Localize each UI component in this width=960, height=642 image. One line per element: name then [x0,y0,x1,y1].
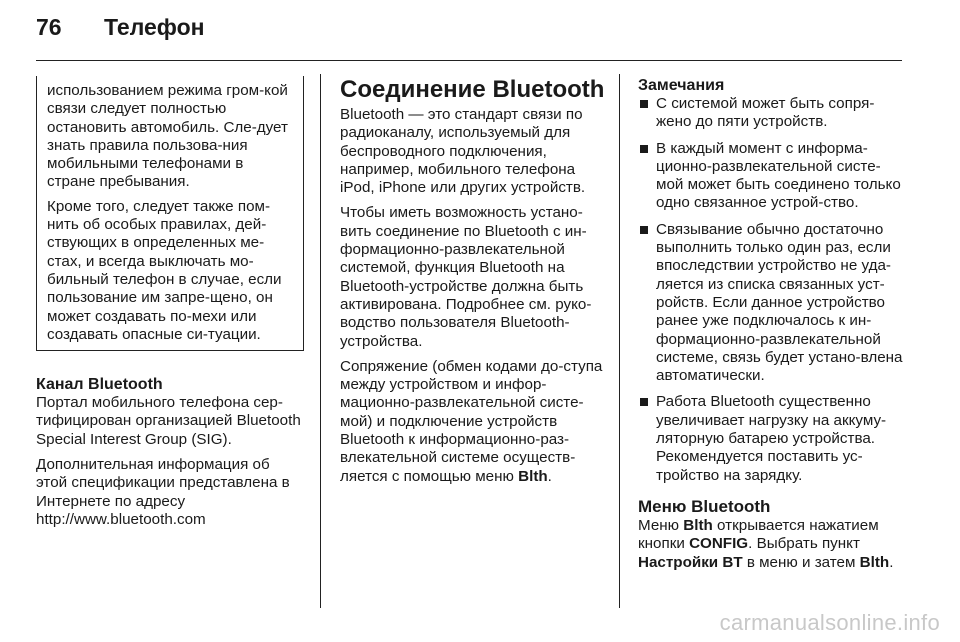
bluetooth-connection-paragraph-3 [340,358,610,486]
square-bullet-icon [640,226,648,234]
square-bullet-icon [640,100,648,108]
notes-list [638,95,908,485]
menu-text-2: открывается нажатием кнопки [638,516,879,553]
bluetooth-channel-paragraph-1: Портал мобильного телефона сер-тифицирован организацией Bluetooth Special Interest Group (SIG). [36,394,301,448]
blth-menu-label: Blth [683,516,713,534]
heading-bluetooth-connection: Соединение Bluetooth [340,76,605,103]
notes-title: Замечания [638,77,725,94]
menu-text-1: Меню [638,516,684,534]
menu-text-4: в меню и затем [742,553,860,571]
watermark: carmanualsonline.info [719,610,940,635]
list-item [638,95,908,132]
list-item-text: С системой может быть сопря-жено до пяти устройств. [656,95,875,131]
config-button-label: CONFIG [689,535,749,553]
pairing-text-end: . [547,467,552,485]
page-title: Телефон [104,14,205,40]
page-number: 76 [36,14,62,40]
page-header [36,14,205,54]
warning-box [36,76,304,351]
column-1 [36,76,304,536]
bt-settings-label: Настройки BT [638,553,743,571]
column-2 [340,76,610,493]
column-divider-right [619,74,620,608]
list-item [638,140,908,213]
bluetooth-menu-paragraph [638,517,908,572]
column-3 [638,76,908,579]
header-rule [36,60,902,61]
warning-box-paragraph-2: Кроме того, следует также пом-нить об особых правилах, дей-ствующих в определенных ме-стах, и всегда выключать мо-бильный телефон в случае, если пользование им запре-щено, он может создавать по-мехи или создавать опасные си-туации. [47,197,282,343]
square-bullet-icon [640,145,648,153]
blth-menu-label: Blth [859,553,890,571]
list-item-text: Работа Bluetooth существенно увеличивает нагрузку на аккуму-ляторную батарею устройства. Рекомендуется поставить ус-тройство на зарядку. [656,393,887,484]
menu-text-3: . Выбрать пункт [748,535,860,553]
bluetooth-connection-paragraph-1: Bluetooth — это стандарт связи по радиоканалу, используемый для беспроводного подключения, например, мобильного телефона iPod, iPhone или других устройств. [340,106,586,197]
column-divider-left [320,74,321,608]
section-title-bluetooth-channel: Канал Bluetooth [36,376,163,394]
menu-text-5: . [889,553,894,571]
section-title-bluetooth-menu: Меню Bluetooth [638,496,771,516]
square-bullet-icon [640,398,648,406]
pairing-text: Сопряжение (обмен кодами до-ступа между устройством и инфор-мационно-развлекательной систе-мой) и подключение устройств Bluetooth к информационно-раз-влекательной системе осуществ-ляется с помощью меню [340,357,603,485]
bluetooth-channel-paragraph-2: Дополнительная информация об этой спецификации представлена в Интернете по адресу http://www.bluetooth.com [36,456,290,528]
list-item-text: В каждый момент с информа-ционно-развлекательной систе-мой может быть соединено только одно связанное устрой-ство. [656,139,901,212]
blth-menu-label: Blth [518,467,548,485]
list-item-text: Связывание обычно достаточно выполнить только один раз, если впоследствии устройство не уда-ляется из списка связанных уст-ройств. Если данное устройство ранее уже подключалось к ин-формационно-развлекательной системе, связь будет устано-влена автоматически. [656,220,903,385]
bluetooth-connection-paragraph-2: Чтобы иметь возможность устано-вить соединение по Bluetooth с ин-формационно-развлекательной системой, функция Bluetooth на Bluetooth-устройстве должна быть активирована. Подробнее см. руко-водство пользователя Bluetooth-устройства. [340,204,592,350]
list-item [638,393,908,484]
list-item [638,221,908,386]
warning-box-paragraph-1: использованием режима гром-кой связи следует полностью остановить автомобиль. Сле-дует знать правила пользова-ния мобильными телефонами в стране пребывания. [47,82,288,191]
